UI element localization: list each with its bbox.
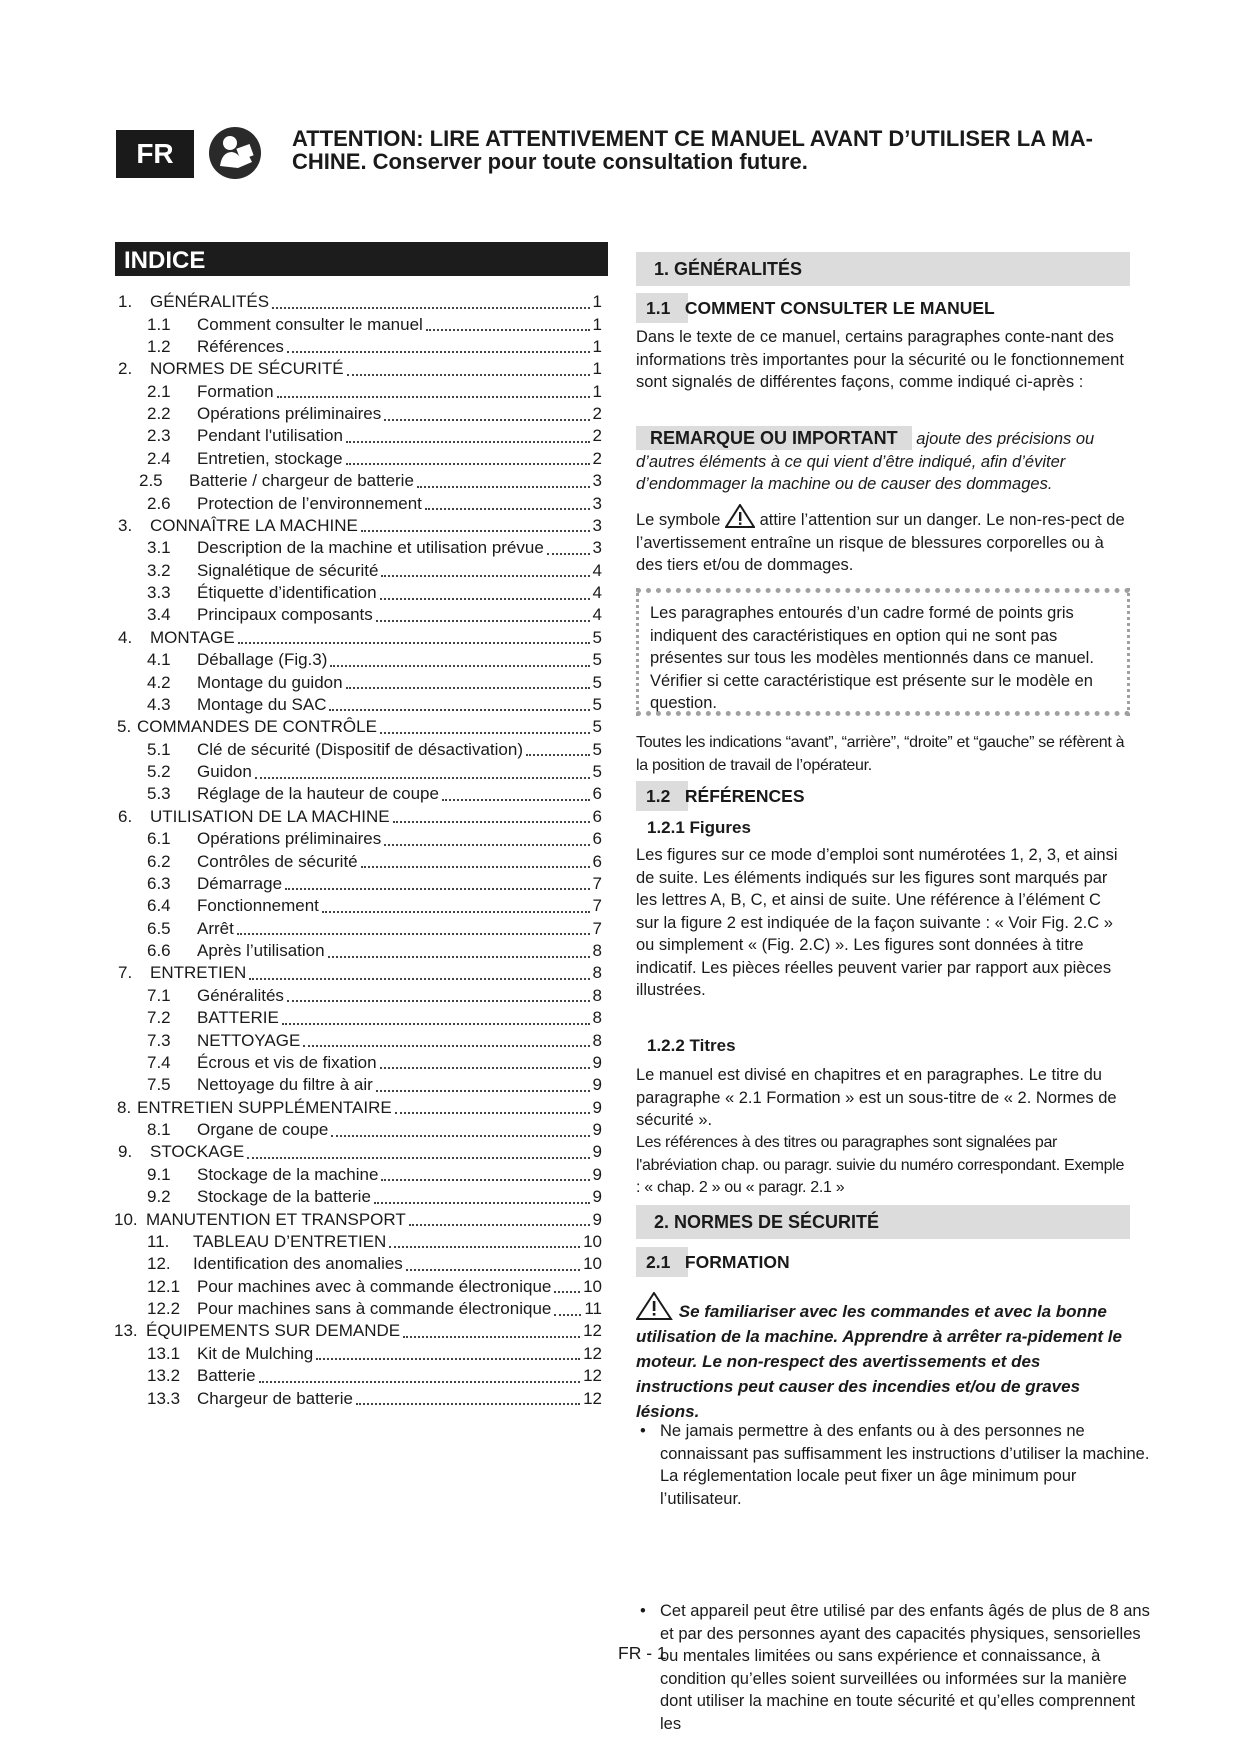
- section-1-2-number: 1.2: [646, 786, 671, 806]
- toc-entry[interactable]: [114, 783, 602, 805]
- toc-entry[interactable]: [114, 895, 602, 917]
- toc-leader-dots: [322, 910, 590, 913]
- toc-leader-dots: [347, 373, 590, 376]
- toc-title: Clé de sécurité (Dispositif de désactivation): [197, 739, 523, 759]
- toc-leader-dots: [526, 753, 590, 756]
- toc-leader-dots: [395, 1111, 590, 1114]
- toc-page-number: 9: [592, 1209, 602, 1229]
- toc-page-number: 1: [592, 359, 602, 379]
- toc-leader-dots: [554, 1290, 580, 1293]
- toc-page-number: 12: [583, 1366, 602, 1386]
- toc-entry[interactable]: [114, 694, 602, 716]
- toc-leader-dots: [393, 820, 590, 823]
- toc-leader-dots: [346, 686, 590, 689]
- toc-number: 2.5: [139, 471, 163, 491]
- toc-entry[interactable]: [114, 716, 602, 738]
- toc-title: Nettoyage du filtre à air: [197, 1075, 373, 1095]
- section-1-1-heading: [636, 293, 995, 323]
- toc-number: 2.1: [147, 381, 171, 401]
- section-2-1-heading: [636, 1247, 790, 1277]
- toc-title: Contrôles de sécurité: [197, 851, 358, 871]
- language-badge: FR: [116, 130, 194, 178]
- titres-text-2: Les références à des titres ou paragraphes sont signalées par l'abréviation chap. ou paragr. suivie du numéro correspondant. Exemple : « chap. 2 » ou « paragr. 2.1 »: [636, 1134, 1125, 1196]
- toc-entry[interactable]: [114, 425, 602, 447]
- toc-entry[interactable]: [114, 1343, 602, 1365]
- page-number: FR - 1: [618, 1643, 667, 1663]
- toc-entry[interactable]: [114, 1119, 602, 1141]
- toc-leader-dots: [329, 708, 589, 711]
- toc-page-number: 3: [592, 538, 602, 558]
- toc-page-number: 3: [592, 471, 602, 491]
- toc-entry[interactable]: [114, 1007, 602, 1029]
- toc-number: 2.2: [147, 404, 171, 424]
- toc-page-number: 6: [592, 784, 602, 804]
- toc-number: 6.4: [147, 896, 171, 916]
- toc-number: 3.: [118, 515, 133, 535]
- toc-number: 7.: [118, 963, 133, 983]
- table-of-contents: [114, 291, 602, 1410]
- toc-title: STOCKAGE: [150, 1142, 245, 1162]
- toc-title: Stockage de la machine: [197, 1164, 379, 1184]
- toc-title: Signalétique de sécurité: [197, 560, 379, 580]
- toc-page-number: 9: [592, 1187, 602, 1207]
- toc-leader-dots: [361, 529, 590, 532]
- toc-entry[interactable]: [114, 381, 602, 403]
- toc-title: Protection de l’environnement: [197, 493, 422, 513]
- toc-number: 13.2: [147, 1366, 181, 1386]
- toc-number: 5.2: [147, 762, 171, 782]
- toc-page-number: 7: [592, 873, 602, 893]
- toc-leader-dots: [331, 1134, 589, 1137]
- toc-entry[interactable]: [114, 1231, 602, 1253]
- toc-page-number: 11: [584, 1299, 602, 1319]
- toc-number: 4.: [118, 627, 133, 647]
- toc-title: MANUTENTION ET TRANSPORT: [146, 1209, 406, 1229]
- toc-page-number: 1: [592, 314, 602, 334]
- toc-title: Chargeur de batterie: [197, 1388, 353, 1408]
- toc-entry[interactable]: [114, 985, 602, 1007]
- section-1-2-2-title: 1.2.2 Titres: [647, 1036, 736, 1055]
- toc-page-number: 1: [592, 336, 602, 356]
- toc-page-number: 2: [592, 404, 602, 424]
- toc-leader-dots: [237, 932, 590, 935]
- toc-title: Fonctionnement: [197, 896, 319, 916]
- figures-text: Les figures sur ce mode d’emploi sont numérotées 1, 2, 3, et ainsi de suite. Les éléments indiqués sur les figures sont marqués par les lettres A, B, C, et ainsi de suite. Une référence à l’élément C sur la figure 2 est indiquée de la façon suivante : « Voir Fig. 2.C » ou simplement « (Fig. 2.C) ». Les figures sont données à titre indicatif. Les pièces réelles peuvent varier par rapport aux pièces illustrées.: [636, 846, 1118, 999]
- toc-entry[interactable]: [114, 537, 602, 559]
- toc-leader-dots: [406, 1268, 580, 1271]
- bullet-item: • Cet appareil peut être utilisé par des enfants âgés de plus de 8 ans et par des personnes ayant des capacités physiques, sensorielles ou mentales limitées ou sans expérience et connaissance, à condition qu’elles soient surveillées ou informées sur la manière dont utiliser la machine en toute sécurité et qu’elles comprennent les: [636, 1600, 1152, 1735]
- toc-page-number: 1: [592, 381, 602, 401]
- toc-title: Montage du SAC: [197, 694, 327, 714]
- toc-leader-dots: [356, 1402, 580, 1405]
- toc-leader-dots: [380, 1066, 590, 1069]
- toc-number: 3.2: [147, 560, 171, 580]
- toc-number: 7.5: [147, 1075, 171, 1095]
- toc-number: 5.3: [147, 784, 171, 804]
- toc-page-number: 6: [592, 806, 602, 826]
- toc-entry[interactable]: [114, 627, 602, 649]
- toc-title: Guidon: [197, 762, 252, 782]
- safety-warning-text: Se familiariser avec les commandes et avec la bonne utilisation de la machine. Apprendre à arrêter ra-pidement le moteur. Le non-respect des avertissements et des instructions peut causer des incendies et/ou de graves lésions.: [636, 1302, 1122, 1421]
- toc-entry[interactable]: [114, 1074, 602, 1096]
- toc-title: Organe de coupe: [197, 1120, 329, 1140]
- toc-leader-dots: [417, 485, 590, 488]
- toc-leader-dots: [249, 977, 589, 980]
- toc-leader-dots: [303, 1044, 589, 1047]
- toc-title: Pour machines sans à commande électronique: [197, 1299, 552, 1319]
- toc-number: 8.: [117, 1097, 132, 1117]
- warning-triangle-icon: [725, 504, 755, 528]
- section-1-1-title: COMMENT CONSULTER LE MANUEL: [684, 298, 995, 318]
- toc-leader-dots: [374, 1201, 590, 1204]
- toc-number: 6.6: [147, 941, 171, 961]
- toc-number: 12.1: [147, 1276, 181, 1296]
- toc-entry[interactable]: [114, 582, 602, 604]
- toc-number: 4.1: [147, 650, 171, 670]
- toc-title: ÉQUIPEMENTS SUR DEMANDE: [146, 1321, 401, 1341]
- toc-entry[interactable]: [114, 1253, 602, 1275]
- toc-entry[interactable]: [114, 1320, 602, 1342]
- toc-leader-dots: [361, 865, 590, 868]
- toc-entry[interactable]: [114, 560, 602, 582]
- toc-number: 4.2: [147, 672, 171, 692]
- toc-number: 7.3: [147, 1030, 171, 1050]
- toc-leader-dots: [238, 641, 590, 644]
- toc-leader-dots: [376, 1089, 590, 1092]
- toc-page-number: 5: [592, 694, 602, 714]
- toc-leader-dots: [282, 1022, 590, 1025]
- toc-number: 6.3: [147, 873, 171, 893]
- titres-text-1: Le manuel est divisé en chapitres et en paragraphes. Le titre du paragraphe « 2.1 Formation » est un sous-titre de « 2. Normes de sécurité ».: [636, 1066, 1117, 1129]
- toc-title: COMMANDES DE CONTRÔLE: [137, 717, 377, 737]
- toc-page-number: 10: [583, 1231, 602, 1251]
- toc-leader-dots: [554, 1313, 581, 1316]
- toc-entry[interactable]: [114, 850, 602, 872]
- toc-page-number: 8: [592, 1030, 602, 1050]
- toc-number: 3.1: [147, 538, 171, 558]
- toc-page-number: 2: [592, 426, 602, 446]
- toc-leader-dots: [255, 776, 590, 779]
- toc-title: Montage du guidon: [197, 672, 343, 692]
- toc-page-number: 10: [583, 1254, 602, 1274]
- toc-title: MONTAGE: [150, 627, 235, 647]
- toc-title: NETTOYAGE: [197, 1030, 301, 1050]
- toc-title: Démarrage: [197, 873, 283, 893]
- toc-number: 1.2: [147, 336, 171, 356]
- toc-title: ENTRETIEN: [150, 963, 247, 983]
- toc-number: 3.4: [147, 605, 171, 625]
- section-2-title: 2. NORMES DE SÉCURITÉ: [636, 1205, 1130, 1239]
- toc-leader-dots: [381, 574, 589, 577]
- toc-page-number: 3: [592, 493, 602, 513]
- toc-entry[interactable]: [114, 313, 602, 335]
- toc-title: Déballage (Fig.3): [197, 650, 328, 670]
- toc-entry[interactable]: [114, 940, 602, 962]
- toc-entry[interactable]: [114, 806, 602, 828]
- toc-leader-dots: [247, 1156, 589, 1159]
- section-1-2-1-title: 1.2.1 Figures: [647, 818, 751, 837]
- toc-number: 1.: [118, 292, 133, 312]
- toc-page-number: 5: [592, 672, 602, 692]
- toc-page-number: 8: [592, 941, 602, 961]
- toc-title: GÉNÉRALITÉS: [150, 292, 270, 312]
- toc-page-number: 9: [592, 1120, 602, 1140]
- toc-page-number: 2: [592, 448, 602, 468]
- toc-page-number: 9: [592, 1052, 602, 1072]
- toc-number: 7.2: [147, 1008, 171, 1028]
- toc-page-number: 6: [592, 851, 602, 871]
- toc-title: Après l’utilisation: [197, 941, 325, 961]
- toc-number: 6.2: [147, 851, 171, 871]
- section-1-2-title: RÉFÉRENCES: [684, 786, 805, 806]
- toc-entry[interactable]: [114, 671, 602, 693]
- toc-number: 12.: [147, 1254, 171, 1274]
- toc-page-number: 10: [583, 1276, 602, 1296]
- toc-number: 12.2: [147, 1299, 181, 1319]
- toc-number: 6.5: [147, 918, 171, 938]
- toc-title: Opérations préliminaires: [197, 829, 382, 849]
- toc-page-number: 9: [592, 1075, 602, 1095]
- toc-entry[interactable]: [114, 515, 602, 537]
- toc-leader-dots: [316, 1357, 580, 1360]
- toc-leader-dots: [380, 597, 590, 600]
- toc-leader-dots: [287, 350, 590, 353]
- toc-number: 2.3: [147, 426, 171, 446]
- section-1-1-number: 1.1: [646, 298, 671, 318]
- toc-leader-dots: [259, 1380, 580, 1383]
- toc-number: 9.2: [147, 1187, 171, 1207]
- toc-leader-dots: [285, 887, 589, 890]
- toc-leader-dots: [425, 507, 590, 510]
- toc-number: 5.1: [147, 739, 171, 759]
- toc-title: Description de la machine et utilisation prévue: [197, 538, 544, 558]
- toc-number: 7.1: [147, 985, 171, 1005]
- remark-tag: REMARQUE OU IMPORTANT: [636, 426, 912, 450]
- toc-leader-dots: [384, 843, 589, 846]
- toc-entry[interactable]: [114, 1208, 602, 1230]
- toc-entry[interactable]: [114, 1141, 602, 1163]
- toc-entry[interactable]: [114, 403, 602, 425]
- toc-leader-dots: [442, 798, 590, 801]
- toc-entry[interactable]: [114, 604, 602, 626]
- toc-leader-dots: [381, 1178, 589, 1181]
- safety-warning: [636, 1292, 1128, 1424]
- toc-entry[interactable]: [114, 336, 602, 358]
- toc-title: NORMES DE SÉCURITÉ: [150, 359, 344, 379]
- toc-title: Entretien, stockage: [197, 448, 343, 468]
- toc-page-number: 4: [592, 605, 602, 625]
- toc-number: 4.3: [147, 694, 171, 714]
- toc-leader-dots: [376, 619, 590, 622]
- toc-title: Formation: [197, 381, 274, 401]
- toc-title: Batterie / chargeur de batterie: [189, 471, 414, 491]
- toc-number: 13.1: [147, 1343, 181, 1363]
- remark-text: ajoute des précisions ou d’autres éléments à ce qui vient d’être indiqué, afin d’éviter d’endommager la machine ou de causer des dommages.: [636, 430, 1095, 493]
- toc-entry[interactable]: [114, 291, 602, 313]
- toc-leader-dots: [277, 395, 590, 398]
- bullet-item: • Ne jamais permettre à des enfants ou à des personnes ne connaissant pas suffisamment les instructions d’utiliser la machine. La réglementation locale peut fixer un âge minimum pour l’utilisateur.: [636, 1420, 1152, 1510]
- toc-page-number: 1: [592, 292, 602, 312]
- toc-title: Pour machines avec à commande électronique: [197, 1276, 552, 1296]
- toc-page-number: 4: [592, 560, 602, 580]
- toc-title: Références: [197, 336, 284, 356]
- toc-title: Opérations préliminaires: [197, 404, 382, 424]
- toc-title: TABLEAU D’ENTRETIEN: [193, 1231, 387, 1251]
- toc-page-number: 6: [592, 829, 602, 849]
- toc-leader-dots: [409, 1223, 590, 1226]
- toc-title: ENTRETIEN SUPPLÉMENTAIRE: [137, 1097, 392, 1117]
- toc-number: 7.4: [147, 1052, 171, 1072]
- toc-number: 11.: [147, 1231, 170, 1251]
- toc-number: 2.6: [147, 493, 171, 513]
- toc-page-number: 5: [592, 717, 602, 737]
- toc-number: 3.3: [147, 583, 171, 603]
- toc-leader-dots: [384, 418, 589, 421]
- attention-notice: ATTENTION: LIRE ATTENTIVEMENT CE MANUEL AVANT D’UTILISER LA MA-CHINE. Conserver pour toute consultation future.: [292, 126, 1093, 174]
- indice-title: INDICE: [115, 242, 608, 276]
- warning-triangle-icon: [636, 1292, 674, 1320]
- toc-title: UTILISATION DE LA MACHINE: [150, 806, 390, 826]
- toc-page-number: 3: [592, 515, 602, 535]
- toc-page-number: 12: [583, 1388, 602, 1408]
- toc-page-number: 9: [592, 1164, 602, 1184]
- toc-entry[interactable]: [114, 1052, 602, 1074]
- toc-title: Kit de Mulching: [197, 1343, 314, 1363]
- toc-entry[interactable]: [114, 761, 602, 783]
- toc-page-number: 9: [592, 1097, 602, 1117]
- toc-page-number: 5: [592, 739, 602, 759]
- toc-entry[interactable]: [114, 739, 602, 761]
- toc-number: 2.4: [147, 448, 171, 468]
- toc-title: Arrêt: [197, 918, 234, 938]
- toc-title: Écrous et vis de fixation: [197, 1052, 377, 1072]
- toc-leader-dots: [346, 440, 590, 443]
- toc-title: Batterie: [197, 1366, 256, 1386]
- toc-entry[interactable]: [114, 1164, 602, 1186]
- toc-number: 13.3: [147, 1388, 181, 1408]
- toc-page-number: 12: [583, 1343, 602, 1363]
- toc-entry[interactable]: [114, 1298, 602, 1320]
- toc-entry[interactable]: [114, 873, 602, 895]
- toc-number: 8.1: [147, 1120, 171, 1140]
- toc-page-number: 7: [592, 918, 602, 938]
- toc-title: CONNAÎTRE LA MACHINE: [150, 515, 358, 535]
- toc-entry[interactable]: [114, 1186, 602, 1208]
- optional-features-note: Les paragraphes entourés d’un cadre formé de points gris indiquent des caractéristiques en option qui ne sont pas présentes sur tous les modèles mentionnés dans ce manuel. Vérifier si cette caractéristique est présente sur le modèle en question.: [650, 604, 1094, 712]
- toc-leader-dots: [547, 552, 590, 555]
- toc-entry[interactable]: [114, 1029, 602, 1051]
- toc-entry[interactable]: [114, 470, 602, 492]
- toc-leader-dots: [389, 1245, 580, 1248]
- toc-number: 10.: [114, 1209, 138, 1229]
- section-1-2-heading: [636, 781, 805, 811]
- toc-number: 6.1: [147, 829, 171, 849]
- section-1-title: 1. GÉNÉRALITÉS: [636, 252, 1130, 286]
- toc-title: Identification des anomalies: [193, 1254, 403, 1274]
- section-1-1-intro: Dans le texte de ce manuel, certains paragraphes conte-nant des informations très importantes pour la sécurité ou le fonctionnement sont signalés de différentes façons, comme indiqué ci-après :: [636, 328, 1124, 391]
- read-manual-icon: [208, 126, 262, 180]
- toc-page-number: 8: [592, 963, 602, 983]
- toc-page-number: 5: [592, 627, 602, 647]
- symbol-post: attire l’attention sur un danger. Le non-res-pect de l’avertissement entraîne un risque de blessures corporelles ou à des tiers et/ou de dommages.: [636, 511, 1125, 574]
- toc-entry[interactable]: [114, 828, 602, 850]
- toc-entry[interactable]: [114, 1276, 602, 1298]
- remark-paragraph: [636, 427, 1130, 496]
- toc-page-number: 12: [583, 1321, 602, 1341]
- toc-entry[interactable]: [114, 1387, 602, 1409]
- toc-leader-dots: [287, 999, 590, 1002]
- toc-page-number: 7: [592, 896, 602, 916]
- toc-title: Pendant l'utilisation: [197, 426, 343, 446]
- toc-leader-dots: [330, 664, 589, 667]
- toc-number: 9.: [118, 1142, 133, 1162]
- toc-entry[interactable]: [114, 1365, 602, 1387]
- toc-entry[interactable]: [114, 1097, 602, 1119]
- toc-leader-dots: [328, 955, 590, 958]
- toc-title: Réglage de la hauteur de coupe: [197, 784, 439, 804]
- toc-entry[interactable]: [114, 448, 602, 470]
- toc-page-number: 8: [592, 1008, 602, 1028]
- toc-title: Généralités: [197, 985, 284, 1005]
- toc-entry[interactable]: [114, 649, 602, 671]
- toc-title: Principaux composants: [197, 605, 373, 625]
- toc-leader-dots: [346, 462, 590, 465]
- toc-number: 13.: [114, 1321, 138, 1341]
- toc-title: Stockage de la batterie: [197, 1187, 371, 1207]
- toc-page-number: 8: [592, 985, 602, 1005]
- symbol-paragraph: [636, 504, 1128, 577]
- toc-entry[interactable]: [114, 358, 602, 380]
- toc-number: 5.: [117, 717, 132, 737]
- toc-title: Comment consulter le manuel: [197, 314, 423, 334]
- toc-leader-dots: [272, 306, 589, 309]
- toc-leader-dots: [380, 731, 590, 734]
- toc-number: 2.: [118, 359, 133, 379]
- toc-page-number: 5: [592, 650, 602, 670]
- toc-entry[interactable]: [114, 962, 602, 984]
- toc-entry[interactable]: [114, 492, 602, 514]
- indications-note: Toutes les indications “avant”, “arrière”, “droite” et “gauche” se réfèrent à la position de travail de l’opérateur.: [636, 734, 1125, 774]
- toc-leader-dots: [403, 1335, 580, 1338]
- toc-entry[interactable]: [114, 918, 602, 940]
- section-2-1-title: FORMATION: [684, 1252, 790, 1272]
- toc-title: Étiquette d’identification: [197, 583, 377, 603]
- toc-number: 6.: [118, 806, 133, 826]
- toc-page-number: 4: [592, 583, 602, 603]
- symbol-pre: Le symbole: [636, 511, 721, 529]
- toc-title: BATTERIE: [197, 1008, 279, 1028]
- toc-number: 9.1: [147, 1164, 171, 1184]
- toc-page-number: 5: [592, 762, 602, 782]
- toc-number: 1.1: [147, 314, 171, 334]
- section-2-1-number: 2.1: [646, 1252, 671, 1272]
- toc-leader-dots: [426, 328, 590, 331]
- toc-page-number: 9: [592, 1142, 602, 1162]
